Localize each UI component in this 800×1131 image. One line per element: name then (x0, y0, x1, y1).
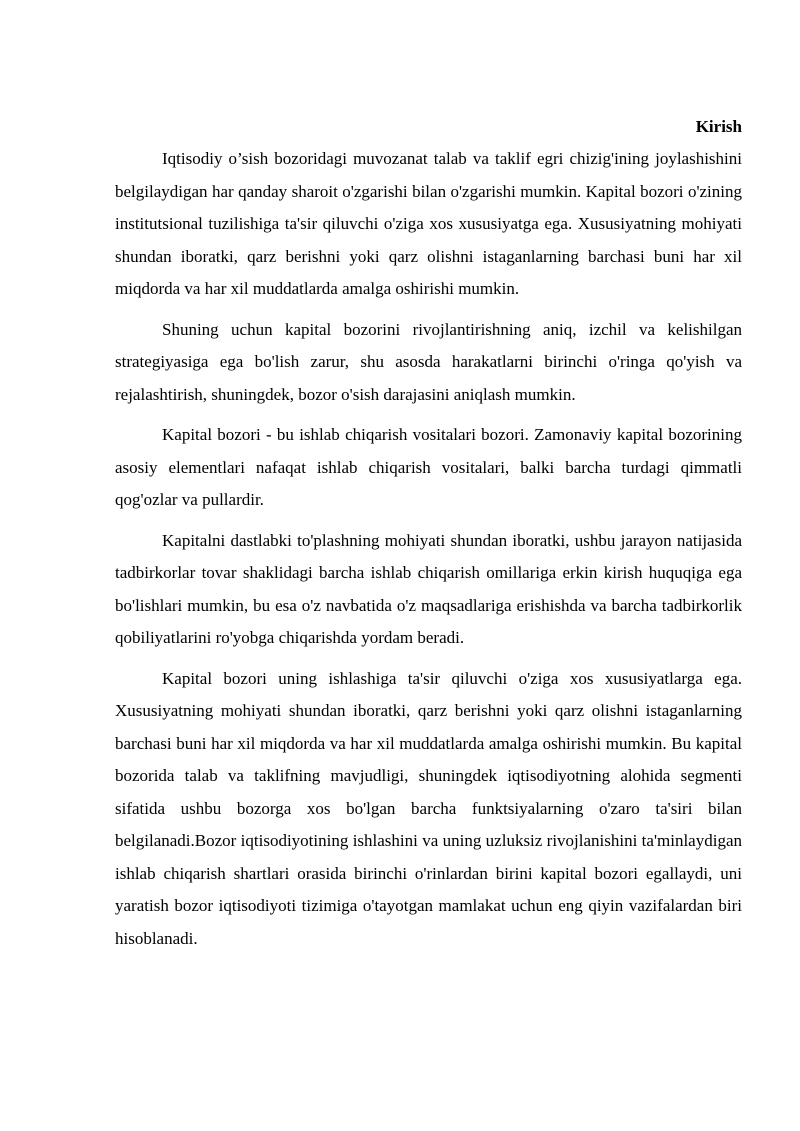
section-heading: Kirish (695, 117, 742, 136)
paragraph-4: Kapitalni dastlabki to'plashning mohiyati shundan iboratki, ushbu jarayon natijasida tadbirkorlar tovar shaklidagi barcha ishlab chiqarish omillariga erkin kirish huquqiga ega bo'lishlari mumkin, bu esa o'z navbatida o'z maqsadlariga erishishda va barcha tadbirkorlik qobiliyatlarini ro'yobga chiqarishda yordam beradi. (115, 530, 742, 647)
paragraph-1: Iqtisodiy o’sish bozoridagi muvozanat talab va taklif egri chizig'ining joylashishini belgilaydigan har qanday sharoit o'zgarishi bilan o'zgarishi mumkin. Kapital bozori o'zining institutsional tuzilishiga ta'sir qiluvchi o'ziga xos xususiyatga ega. Xususiyatning mohiyati shundan iboratki, qarz berishni yoki qarz olishni istaganlarning barchasi buni har xil miqdorda va har xil muddatlarda amalga oshirishi mumkin. (115, 149, 742, 298)
paragraph-2: Shuning uchun kapital bozorini rivojlantirishning aniq, izchil va kelishilgan strategiyasiga ega bo'lish zarur, shu asosda harakatlarni birinchi o'ringa qo'yish va rejalashtirish, shuningdek, bozor o'sish darajasini aniqlash mumkin. (115, 319, 742, 404)
paragraph-5: Kapital bozori uning ishlashiga ta'sir qiluvchi o'ziga xos xususiyatlarga ega. Xususiyatning mohiyati shundan iboratki, qarz berishni yoki qarz olishni istaganlarning barchasi buni har xil miqdorda va har xil muddatlarda amalga oshirishi mumkin. Bu kapital bozorida talab va taklifning mavjudligi, shuningdek iqtisodiyotning alohida segmenti sifatida ushbu bozorga xos bo'lgan barcha funktsiyalarning o'zaro ta'siri bilan belgilanadi.Bozor iqtisodiyotining ishlashini va uning uzluksiz rivojlanishini ta'minlaydigan ishlab chiqarish shartlari orasida birinchi o'rinlardan birini kapital bozori egallaydi, uni yaratish bozor iqtisodiyoti tizimiga o'tayotgan mamlakat uchun eng qiyin vazifalardan biri hisoblanadi. (115, 668, 742, 948)
paragraph-3: Kapital bozori - bu ishlab chiqarish vositalari bozori. Zamonaviy kapital bozorining asosiy elementlari nafaqat ishlab chiqarish vositalari, balki barcha turdagi qimmatli qog'ozlar va pullardir. (115, 425, 742, 509)
